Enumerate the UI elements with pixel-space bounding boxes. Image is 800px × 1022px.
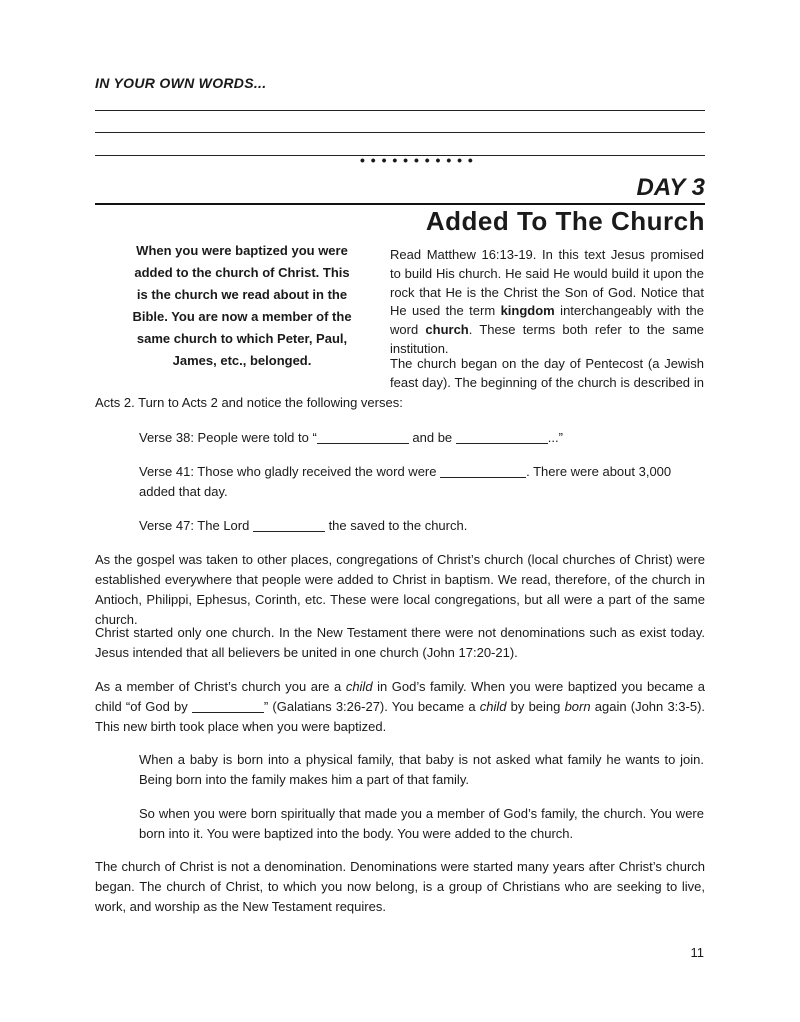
pentecost-paragraph: The church began on the day of Pentecost (a Jewish feast day). The beginning of the church is described in — [390, 356, 704, 390]
day-label: DAY 3 — [636, 174, 705, 201]
writing-line[interactable] — [95, 132, 705, 133]
gospel-paragraph: As the gospel was taken to other places, congregations of Christ’s church (local churches of Christ) were established everywhere that people were added to Christ in baptism. We read, therefore, of the church in Antioch, Philippi, Ephesus, Corinth, etc. These were local congregations, but all were a part of the same church. — [95, 552, 705, 627]
keyword-church: church — [425, 322, 469, 338]
not-denomination-paragraph: The church of Christ is not a denomination. Denominations were started many years after Christ’s church began. The church of Christ, to which you now belong, is a group of Christians who are seeking to live, work, and worship as the New Testament requires. — [95, 859, 705, 914]
verse-47: Verse 47: The Lord the saved to the church. — [139, 518, 468, 533]
blank-field[interactable] — [253, 517, 325, 532]
keyword-kingdom: kingdom — [500, 303, 555, 319]
callout-box: When you were baptized you were added to the church of Christ. This is the church we read about in the Bible. You are now a member of the same church to which Peter, Paul, James, etc., belonged. — [132, 243, 352, 368]
blank-field[interactable] — [317, 429, 409, 444]
spiritual-birth-paragraph: So when you were born spiritually that made you a member of God’s family, the church. You were born into it. You were baptized into the body. You were added to the church. — [139, 806, 704, 841]
baby-paragraph: When a baby is born into a physical family, that baby is not asked what family he wants to join. Being born into the family makes him a part of that family. — [139, 752, 704, 787]
one-church-paragraph: Christ started only one church. In the New Testament there were not denominations such as exist today. Jesus intended that all believers be united in one church (John 17:20-21). — [95, 625, 705, 660]
verse-41: Verse 41: Those who gladly received the word were . There were about 3,000 added that day. — [139, 464, 672, 499]
page-number: 11 — [690, 945, 704, 960]
lesson-title: Added To The Church — [425, 206, 705, 236]
blank-field[interactable] — [440, 463, 526, 478]
pentecost-paragraph-continued: Acts 2. Turn to Acts 2 and notice the following verses: — [95, 395, 403, 410]
child-paragraph: As a member of Christ’s church you are a child in God’s family. When you were baptized you became a child “of God by ” (Galatians 3:26-27). You became a child by being born again (John 3:3-5). This new birth took place when you were baptized. — [95, 679, 706, 734]
verse-38: Verse 38: People were told to “ and be ...” — [139, 430, 563, 445]
blank-field[interactable] — [456, 429, 548, 444]
section-divider: • • • • • • • • • • • — [360, 152, 474, 168]
blank-field[interactable] — [192, 698, 264, 713]
in-your-own-words-heading: IN YOUR OWN WORDS... — [95, 75, 267, 91]
intro-paragraph: Read Matthew 16:13-19. In this text Jesus promised to build His church. He said He would build it upon the rock that He is the Christ the Son of God. Notice that He used the term kingdom interchangeably with the word church. These terms both refer to the same institution. — [390, 247, 704, 356]
heading-rule — [95, 203, 705, 205]
writing-line[interactable] — [95, 110, 705, 111]
